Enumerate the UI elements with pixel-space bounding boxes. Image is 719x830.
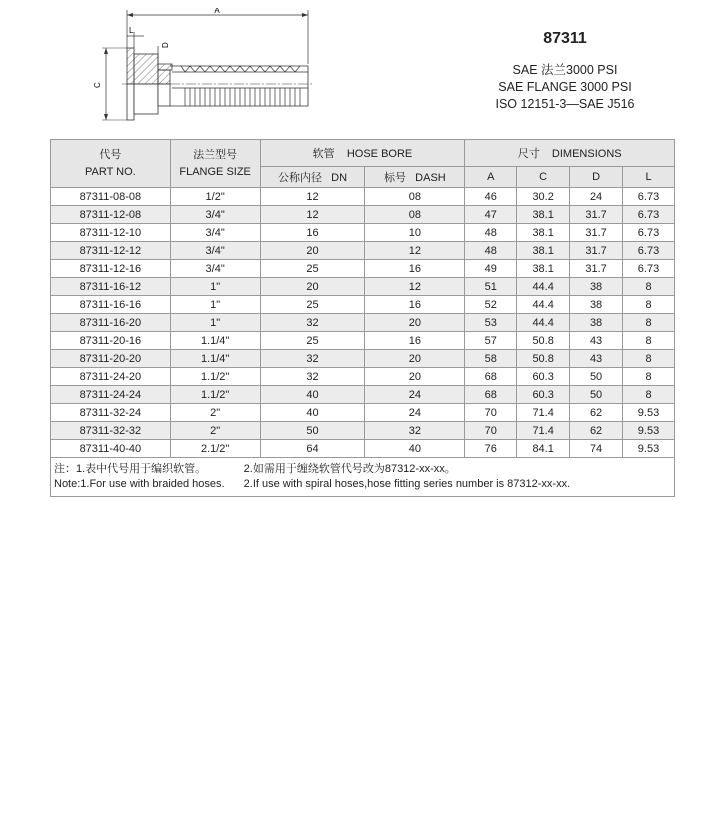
cell-c: 84.1 (517, 440, 570, 458)
cell-l: 8 (623, 368, 675, 386)
header-part-no-en: PART NO. (84, 165, 136, 178)
cell-l: 6.73 (623, 260, 675, 278)
cell-c: 71.4 (517, 422, 570, 440)
fitting-technical-drawing (86, 8, 326, 130)
table-body (51, 188, 675, 458)
cell-l: 8 (623, 332, 675, 350)
cell-part-no: 87311-24-24 (51, 386, 171, 404)
cell-l: 9.53 (623, 440, 675, 458)
spec-line-1: SAE 法兰3000 PSI (512, 63, 618, 77)
cell-flange-size: 3/4" (170, 224, 260, 242)
cell-flange-size: 2.1/2" (170, 440, 260, 458)
header-a: A (465, 167, 517, 188)
cell-a: 48 (465, 224, 517, 242)
cell-dn: 12 (260, 206, 365, 224)
dimensions-table (50, 139, 675, 497)
cell-part-no: 87311-12-12 (51, 242, 171, 260)
cell-a: 70 (465, 422, 517, 440)
cell-a: 49 (465, 260, 517, 278)
header-dn: 公称内径 DN (260, 167, 365, 188)
cell-part-no: 87311-16-16 (51, 296, 171, 314)
dimension-d-label: D (161, 42, 170, 48)
cell-c: 50.8 (517, 332, 570, 350)
cell-flange-size: 2" (170, 422, 260, 440)
cell-l: 6.73 (623, 242, 675, 260)
header-hose-bore: 软管 HOSE BORE (260, 140, 465, 167)
cell-a: 46 (465, 188, 517, 206)
cell-dash: 08 (365, 206, 465, 224)
cell-part-no: 87311-12-08 (51, 206, 171, 224)
cell-c: 30.2 (517, 188, 570, 206)
cell-dash: 12 (365, 278, 465, 296)
notes-col-1 (54, 462, 225, 492)
cell-dn: 40 (260, 404, 365, 422)
cell-l: 8 (623, 314, 675, 332)
note-2-en: 2.If use with spiral hoses,hose fitting series number is 87312-xx-xx. (243, 478, 571, 490)
table-row (51, 242, 675, 260)
cell-d: 38 (570, 278, 623, 296)
header-part-no (51, 140, 171, 188)
cell-dash: 16 (365, 332, 465, 350)
spec-line-2: SAE FLANGE 3000 PSI (498, 80, 632, 94)
cell-c: 60.3 (517, 386, 570, 404)
cell-dn: 32 (260, 368, 365, 386)
cell-flange-size: 1" (170, 278, 260, 296)
dimension-c-label: C (93, 82, 102, 88)
note-1-cn: 注：1.表中代号用于编织软管。 (54, 463, 207, 475)
cell-c: 44.4 (517, 314, 570, 332)
cell-dn: 40 (260, 386, 365, 404)
cell-d: 31.7 (570, 224, 623, 242)
cell-c: 44.4 (517, 296, 570, 314)
cell-d: 74 (570, 440, 623, 458)
cell-a: 52 (465, 296, 517, 314)
cell-dash: 08 (365, 188, 465, 206)
header-flange-size-en: FLANGE SIZE (179, 165, 251, 178)
table-row (51, 350, 675, 368)
cell-flange-size: 1" (170, 314, 260, 332)
cell-d: 38 (570, 314, 623, 332)
cell-a: 48 (465, 242, 517, 260)
cell-part-no: 87311-12-16 (51, 260, 171, 278)
cell-dash: 10 (365, 224, 465, 242)
cell-d: 31.7 (570, 260, 623, 278)
cell-c: 38.1 (517, 242, 570, 260)
cell-flange-size: 1/2" (170, 188, 260, 206)
cell-a: 58 (465, 350, 517, 368)
cell-part-no: 87311-20-16 (51, 332, 171, 350)
cell-a: 70 (465, 404, 517, 422)
header-dimensions: 尺寸 DIMENSIONS (465, 140, 675, 167)
cell-d: 62 (570, 422, 623, 440)
cell-dn: 25 (260, 260, 365, 278)
cell-d: 50 (570, 368, 623, 386)
cell-part-no: 87311-12-10 (51, 224, 171, 242)
cell-a: 47 (465, 206, 517, 224)
cell-part-no: 87311-40-40 (51, 440, 171, 458)
header-flange-size-cn: 法兰型号 (193, 148, 238, 161)
cell-d: 62 (570, 404, 623, 422)
cell-l: 6.73 (623, 188, 675, 206)
cell-l: 8 (623, 350, 675, 368)
cell-dash: 32 (365, 422, 465, 440)
table-row (51, 314, 675, 332)
cell-flange-size: 3/4" (170, 206, 260, 224)
cell-l: 9.53 (623, 422, 675, 440)
cell-part-no: 87311-20-20 (51, 350, 171, 368)
cell-dash: 16 (365, 260, 465, 278)
cell-dn: 50 (260, 422, 365, 440)
cell-dn: 32 (260, 350, 365, 368)
cell-dash: 40 (365, 440, 465, 458)
cell-d: 50 (570, 386, 623, 404)
cell-dash: 24 (365, 386, 465, 404)
table-notes (51, 458, 675, 497)
cell-part-no: 87311-32-32 (51, 422, 171, 440)
header-d: D (570, 167, 623, 188)
dimension-a-label: A (214, 8, 220, 15)
cell-dash: 24 (365, 404, 465, 422)
cell-dash: 20 (365, 314, 465, 332)
cell-dash: 20 (365, 368, 465, 386)
cell-a: 76 (465, 440, 517, 458)
cell-part-no: 87311-16-12 (51, 278, 171, 296)
cell-part-no: 87311-08-08 (51, 188, 171, 206)
cell-d: 31.7 (570, 206, 623, 224)
cell-a: 53 (465, 314, 517, 332)
cell-d: 43 (570, 332, 623, 350)
product-title-block (470, 30, 660, 113)
cell-c: 44.4 (517, 278, 570, 296)
cell-flange-size: 3/4" (170, 242, 260, 260)
notes-col-2 (244, 462, 570, 492)
note-1-en: Note:1.For use with braided hoses. (54, 478, 225, 490)
spec-line-3: ISO 12151-3—SAE J516 (495, 97, 635, 111)
cell-flange-size: 1.1/2" (170, 368, 260, 386)
cell-l: 6.73 (623, 206, 675, 224)
table-row (51, 278, 675, 296)
cell-dash: 16 (365, 296, 465, 314)
header-c: C (517, 167, 570, 188)
table-row (51, 422, 675, 440)
table-row (51, 368, 675, 386)
table-row (51, 296, 675, 314)
cell-part-no: 87311-16-20 (51, 314, 171, 332)
cell-dn: 25 (260, 332, 365, 350)
cell-dn: 16 (260, 224, 365, 242)
cell-dash: 12 (365, 242, 465, 260)
cell-flange-size: 1.1/4" (170, 332, 260, 350)
header-part-no-cn: 代号 (99, 148, 122, 161)
cell-part-no: 87311-32-24 (51, 404, 171, 422)
cell-l: 8 (623, 386, 675, 404)
cell-dn: 32 (260, 314, 365, 332)
table-row (51, 332, 675, 350)
table-row (51, 404, 675, 422)
cell-flange-size: 2" (170, 404, 260, 422)
cell-c: 50.8 (517, 350, 570, 368)
cell-c: 38.1 (517, 260, 570, 278)
cell-flange-size: 1.1/2" (170, 386, 260, 404)
cell-l: 8 (623, 278, 675, 296)
cell-flange-size: 1" (170, 296, 260, 314)
header-dash: 标号 DASH (365, 167, 465, 188)
cell-dn: 20 (260, 278, 365, 296)
cell-dash: 20 (365, 350, 465, 368)
cell-l: 6.73 (623, 224, 675, 242)
cell-c: 60.3 (517, 368, 570, 386)
cell-part-no: 87311-24-20 (51, 368, 171, 386)
part-number-title: 87311 (543, 30, 587, 47)
cell-l: 8 (623, 296, 675, 314)
cell-d: 24 (570, 188, 623, 206)
cell-d: 38 (570, 296, 623, 314)
cell-a: 51 (465, 278, 517, 296)
table-row (51, 188, 675, 206)
table-row (51, 386, 675, 404)
cell-dn: 64 (260, 440, 365, 458)
table-row (51, 440, 675, 458)
cell-dn: 20 (260, 242, 365, 260)
cell-flange-size: 3/4" (170, 260, 260, 278)
dimension-l-label: L (129, 26, 134, 35)
table-row (51, 260, 675, 278)
cell-dn: 25 (260, 296, 365, 314)
cell-a: 68 (465, 368, 517, 386)
cell-a: 57 (465, 332, 517, 350)
header-l: L (623, 167, 675, 188)
cell-d: 43 (570, 350, 623, 368)
cell-c: 38.1 (517, 224, 570, 242)
table-row (51, 206, 675, 224)
cell-c: 71.4 (517, 404, 570, 422)
cell-c: 38.1 (517, 206, 570, 224)
cell-a: 68 (465, 386, 517, 404)
note-2-cn: 2.如需用于缠绕软管代号改为87312-xx-xx。 (243, 463, 456, 475)
header-flange-size (170, 140, 260, 188)
table-row (51, 224, 675, 242)
cell-flange-size: 1.1/4" (170, 350, 260, 368)
cell-l: 9.53 (623, 404, 675, 422)
cell-d: 31.7 (570, 242, 623, 260)
cell-dn: 12 (260, 188, 365, 206)
